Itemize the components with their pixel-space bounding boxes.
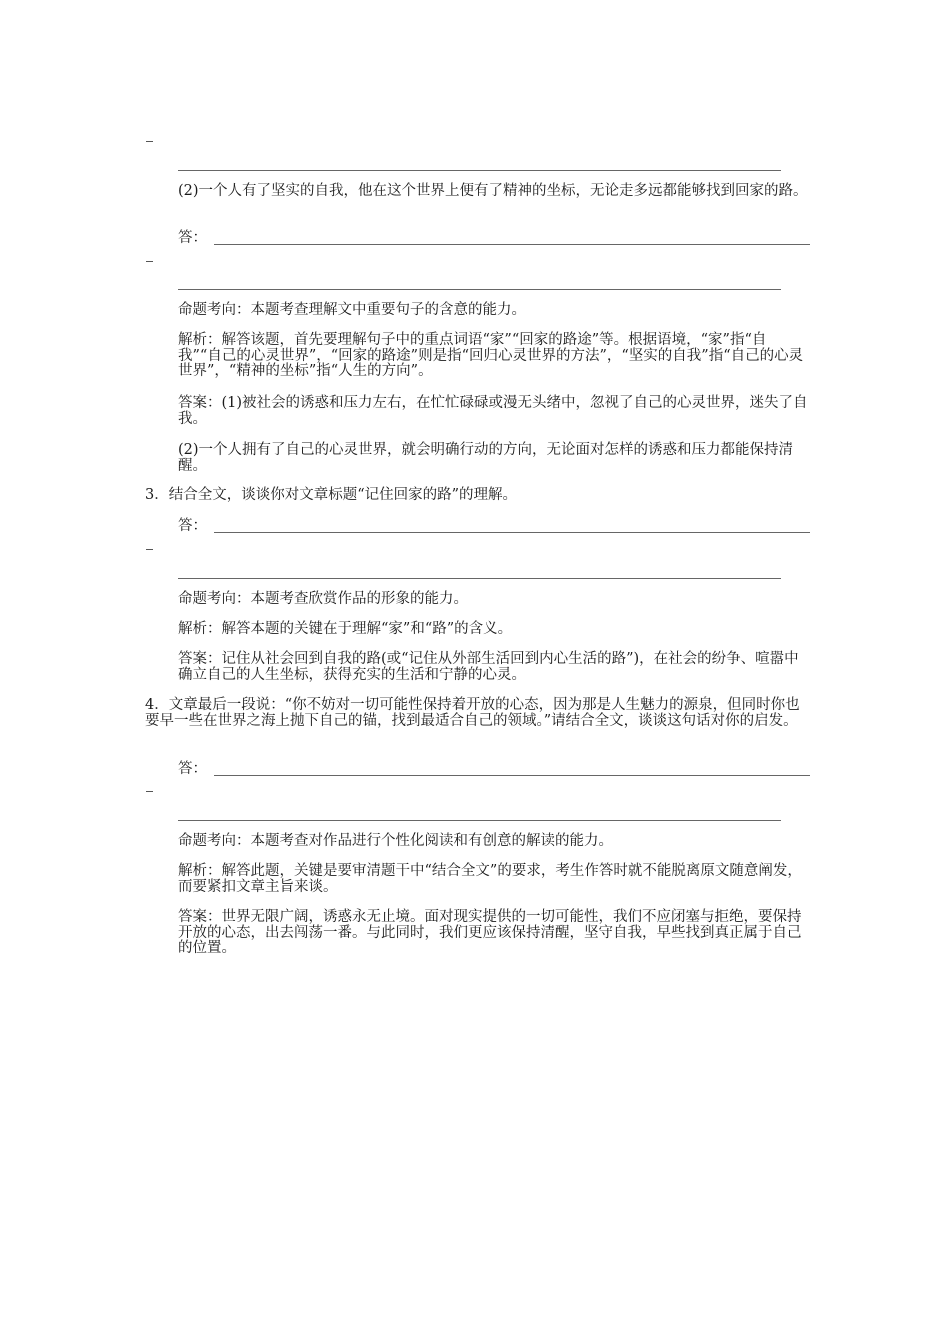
q2-direction: 命题考向：本题考查理解文中重要句子的含意的能力。 <box>178 302 526 318</box>
q3-analysis: 解析：解答本题的关键在于理解“家”和“路”的含义。 <box>178 621 513 637</box>
q4-analysis: 解析：解答此题，关键是要审清题干中“结合全文”的要求，考生作答时就不能脱离原文随意阐发，而要紧扣文章主旨来谈。 <box>178 863 802 895</box>
answer-line <box>178 578 781 579</box>
answer-label: 答： <box>178 761 207 777</box>
q2-answer-2: (2)一个人拥有了自己的心灵世界，就会明确行动的方向，无论面对怎样的诱惑和压力都能保持清醒。 <box>178 442 794 474</box>
margin-dash <box>146 141 153 142</box>
answer-line <box>178 170 781 171</box>
answer-line <box>178 820 781 821</box>
margin-dash <box>146 261 153 262</box>
answer-line <box>178 289 781 290</box>
q2-answer-1: 答案：(1)被社会的诱惑和压力左右，在忙忙碌碌或漫无头绪中，忽视了自己的心灵世界，迷失了自我。 <box>178 395 808 427</box>
answer-label: 答： <box>178 518 207 534</box>
q3-direction: 命题考向：本题考查欣赏作品的形象的能力。 <box>178 591 468 607</box>
q2-answer-field[interactable] <box>178 229 810 247</box>
q2-analysis: 解析：解答该题，首先要理解句子中的重点词语“家”“回家的路途”等。根据语境，“家”指“自我”“自己的心灵世界”，“回家的路途”则是指“回归心灵世界的方法”，“坚实的自我”指“自己的心灵世界”，“精神的坐标”指“人生的方向”。 <box>178 332 804 379</box>
margin-dash <box>146 549 153 550</box>
q4-answer: 答案：世界无限广阔，诱惑永无止境。面对现实提供的一切可能性，我们不应闭塞与拒绝，要保持开放的心态，出去闯荡一番。与此同时，我们更应该保持清醒，坚守自我，早些找到真正属于自己的位置。 <box>178 909 802 956</box>
margin-dash <box>146 791 153 792</box>
q3-answer-field[interactable] <box>178 517 810 535</box>
q3-answer: 答案：记住从社会回到自我的路(或“记住从外部生活回到内心生活的路”)，在社会的纷争、喧嚣中确立自己的人生坐标，获得充实的生活和宁静的心灵。 <box>178 651 799 683</box>
q4-question: 4．文章最后一段说：“你不妨对一切可能性保持着开放的心态，因为那是人生魅力的源泉，但同时你也要早一些在世界之海上抛下自己的锚，找到最适合自己的领域。”请结合全文，谈谈这句话对你的启发。 <box>145 697 800 729</box>
q4-answer-field[interactable] <box>178 760 810 778</box>
q2-part2-text: (2)一个人有了坚实的自我，他在这个世界上便有了精神的坐标，无论走多远都能够找到回家的路。 <box>178 183 808 199</box>
answer-label: 答： <box>178 230 207 246</box>
q3-question: 3．结合全文，谈谈你对文章标题“记住回家的路”的理解。 <box>145 487 518 503</box>
q4-direction: 命题考向：本题考查对作品进行个性化阅读和有创意的解读的能力。 <box>178 833 613 849</box>
